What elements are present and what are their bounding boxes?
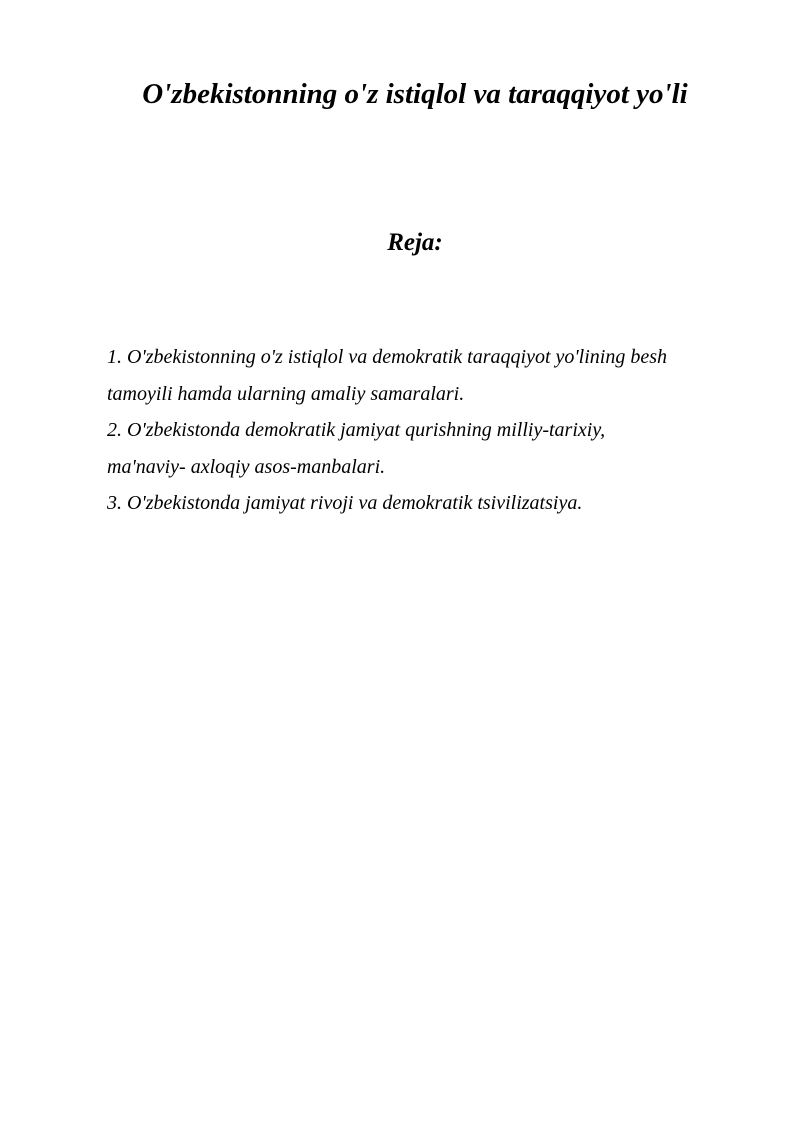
plan-item-2: [107, 412, 747, 485]
plan-item-line: 2. O'zbekistonda demokratik jamiyat qurishning milliy-tarixiy,: [107, 419, 606, 441]
plan-item-line: 1. O'zbekistonning o'z istiqlol va demokratik taraqqiyot yo'lining besh: [107, 346, 667, 368]
document-title: O'zbekistonning o'z istiqlol va taraqqiyot yo'li: [142, 78, 688, 110]
plan-list: [107, 339, 747, 522]
plan-item-line: tamoyili hamda ularning amaliy samaralari.: [107, 382, 465, 405]
plan-item-line: ma'naviy- axloqiy asos-manbalari.: [107, 455, 386, 478]
plan-item-line: 3. O'zbekistonda jamiyat rivoji va demokratik tsivilizatsiya.: [107, 492, 583, 514]
plan-item-1: [107, 339, 747, 412]
plan-item-3: [107, 485, 747, 522]
plan-heading: Reja:: [387, 229, 443, 256]
